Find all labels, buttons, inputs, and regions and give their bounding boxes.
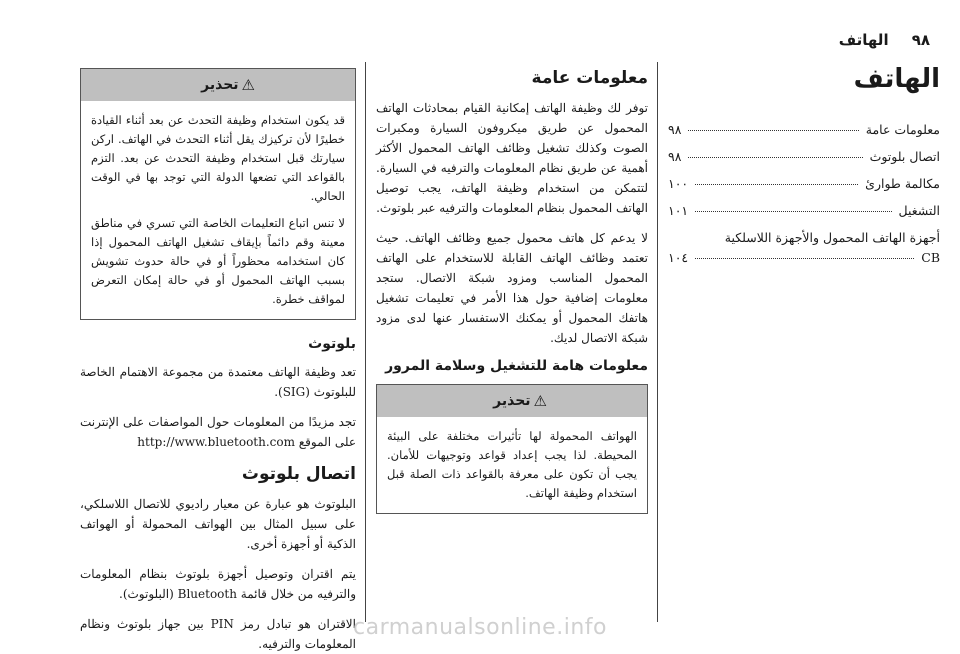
column-divider bbox=[657, 62, 658, 622]
warning-text: لا تنس اتباع التعليمات الخاصة التي تسري في مناطق معينة وقم دائماً بإيقاف تشغيل الهاتف المحمول إذا كان استخدامه محظوراً أو في حالة حدوث تشويش بسبب الهاتف المحمول أو في حالة إمكان التعرض لمواقف خطرة. bbox=[91, 216, 345, 306]
section-heading-safety: معلومات هامة للتشغيل وسلامة المرور bbox=[385, 358, 648, 374]
paragraph: البلوتوث هو عبارة عن معيار راديوي للاتصال اللاسلكي، على سبيل المثال بين الهواتف المحمولة أو الهواتف الذكية أو أجهزة أخرى. bbox=[80, 497, 356, 551]
toc-entry-page: ١٠٠ bbox=[668, 176, 689, 191]
toc-entry-general-info[interactable] bbox=[668, 122, 940, 149]
section-heading-general: معلومات عامة bbox=[531, 68, 648, 88]
column-divider bbox=[365, 62, 366, 622]
toc-entry-page: ١٠١ bbox=[668, 203, 689, 218]
page-number: ٩٨ bbox=[911, 31, 930, 49]
watermark: carmanualsonline.info bbox=[353, 615, 607, 640]
toc-leader bbox=[695, 211, 891, 212]
toc-leader bbox=[688, 130, 858, 131]
toc-column bbox=[668, 64, 940, 620]
toc-entry-title-cont: CB bbox=[921, 250, 940, 265]
toc-entry-emergency-call[interactable] bbox=[668, 176, 940, 203]
left-column bbox=[80, 68, 356, 651]
toc-leader bbox=[695, 184, 858, 185]
warning-text: قد يكون استخدام وظيفة التحدث عن بعد أثناء القيادة خطيرًا لأن تركيزك يقل أثناء التحدث في الهاتف. اركن سيارتك قبل استخدام وظيفة التحدث عن بعد. التزم بالقواعد التي تضعها الدولة التي توجد بها في الوقت الحالي. bbox=[91, 113, 345, 203]
paragraph: لا يدعم كل هاتف محمول جميع وظائف الهاتف. حيث تعتمد وظائف الهاتف القابلة للاستخدام على الهاتف المحمول المناسب ومزود شبكة الاتصال. ستجد معلومات إضافية حول هذا الأمر في تعليمات تشغيل هاتفك المحمول أو يمكنك الاستفسار عنها لدى مزود شبكة الاتصال لديك. bbox=[376, 231, 648, 345]
toc-entry-mobile-cb[interactable] bbox=[668, 230, 940, 272]
section-heading-bluetooth: بلوتوث bbox=[308, 336, 356, 352]
warning-triangle-icon: ⚠ bbox=[533, 392, 547, 410]
toc-entry-page: ١٠٤ bbox=[668, 250, 689, 265]
warning-label: تحذير bbox=[493, 393, 531, 409]
warning-box bbox=[80, 68, 356, 320]
toc-entry-page: ٩٨ bbox=[668, 149, 682, 164]
chapter-heading: الهاتف bbox=[853, 64, 940, 94]
paragraph: توفر لك وظيفة الهاتف إمكانية القيام بمحادثات الهاتف المحمول عن طريق ميكروفون السيارة ومكبرات الصوت وكذلك تشغيل وظائف الهاتف المحمول الأكثر أهمية عن طريق نظام المعلومات والترفيه في السيارة. لتتمكن من استخدام وظيفة الهاتف، يجب توصيل الهاتف المحمول بنظام المعلومات والترفيه عبر بلوتوث. bbox=[376, 101, 648, 215]
warning-header bbox=[81, 69, 355, 101]
toc-entry-page: ٩٨ bbox=[668, 122, 682, 137]
warning-triangle-icon: ⚠ bbox=[241, 76, 255, 94]
toc-leader bbox=[695, 258, 914, 259]
toc-leader bbox=[688, 157, 862, 158]
warning-text: الهواتف المحمولة لها تأثيرات مختلفة على البيئة المحيطة. لذا يجب إعداد قواعد وتوجيهات للأمان. يجب أن تكون على معرفة بالقواعد ذات الصلة قبل استخدام وظيفة الهاتف. bbox=[387, 429, 637, 500]
toc-entry-title: اتصال بلوتوث bbox=[869, 149, 940, 164]
warning-box bbox=[376, 384, 648, 514]
toc-entry-title: أجهزة الهاتف المحمول والأجهزة اللاسلكية bbox=[724, 230, 940, 245]
toc-entry-bluetooth-connection[interactable] bbox=[668, 149, 940, 176]
warning-label: تحذير bbox=[201, 77, 239, 93]
toc-entry-operation[interactable] bbox=[668, 203, 940, 230]
paragraph: تعد وظيفة الهاتف معتمدة من مجموعة الاهتمام الخاصة للبلوتوث (SIG). bbox=[80, 365, 356, 399]
toc-entry-title: معلومات عامة bbox=[865, 122, 940, 137]
page-header bbox=[30, 30, 930, 50]
paragraph: تجد مزيدًا من المعلومات حول المواصفات على الإنترنت على الموقع http://www.bluetooth.com bbox=[80, 415, 356, 449]
paragraph: يتم اقتران وتوصيل أجهزة بلوتوث بنظام المعلومات والترفيه من خلال قائمة Bluetooth (البلوتوث). bbox=[80, 567, 356, 601]
middle-column bbox=[376, 68, 648, 620]
toc-entry-title: مكالمة طوارئ bbox=[865, 176, 940, 191]
warning-header bbox=[377, 385, 647, 417]
paragraph: الاقتران هو تبادل رمز PIN بين جهاز بلوتوث ونظام المعلومات والترفيه. bbox=[80, 617, 356, 651]
section-heading-bluetooth-connection: اتصال بلوتوث bbox=[241, 464, 356, 484]
chapter-title: الهاتف bbox=[838, 31, 889, 49]
toc-entry-title: التشغيل bbox=[898, 203, 940, 218]
